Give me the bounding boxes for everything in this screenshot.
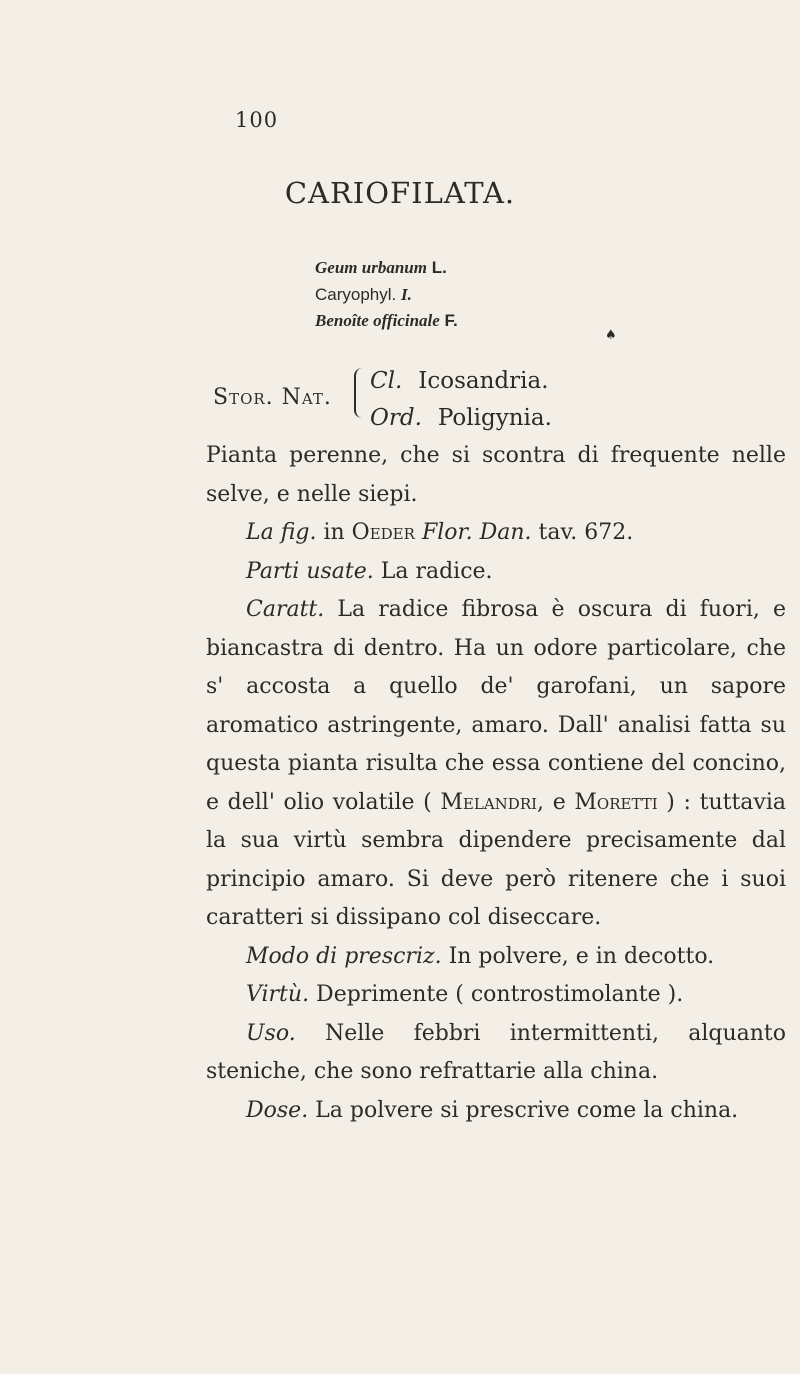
fig-work: Flor. Dan. <box>421 520 532 545</box>
parti-text: La radice. <box>373 558 493 584</box>
order-value: Poligynia. <box>437 405 552 431</box>
modo-text: In polvere, e in decotto. <box>441 943 715 969</box>
virtu-label: Virtù. <box>246 982 310 1007</box>
paragraph-dose <box>206 1092 786 1131</box>
paragraph-virtue <box>206 976 786 1015</box>
caratt-label: Caratt. <box>246 597 325 622</box>
uso-label: Uso. <box>246 1020 296 1046</box>
synonym-line <box>315 258 447 278</box>
order-row <box>370 405 552 431</box>
caratt-text-3: ) : tuttavia la sua virtù sembra dipendere precisamente dal principio amaro. Si deve però ritenere che i suoi caratteri si dissipano col diseccare. <box>206 789 786 930</box>
author-moretti: Moretti <box>574 789 658 815</box>
fig-tav: tav. 672. <box>531 520 634 545</box>
class-label: Cl. <box>370 368 403 394</box>
synonym-author: L. <box>431 258 447 277</box>
fig-author: Oeder <box>351 520 415 545</box>
uso-text: Nelle febbri intermittenti, alquanto steniche, che sono refrattarie alla china. <box>206 1020 786 1084</box>
stor-nat-label: Stor. Nat. <box>213 385 332 410</box>
paragraph-parts <box>206 553 786 592</box>
synonym-name: Benoîte officinale <box>315 311 440 330</box>
paragraph-prescription <box>206 938 786 977</box>
caratt-text-2: , e <box>537 789 575 815</box>
paragraph-figure <box>206 514 786 553</box>
fig-label: La fig. <box>246 520 317 545</box>
virtu-text: Deprimente ( controstimolante ). <box>309 982 684 1007</box>
brace-icon <box>354 368 364 418</box>
synonym-author: I. <box>401 285 412 304</box>
paragraph-description: Pianta perenne, che si scontra di frequente nelle selve, e nelle siepi. <box>206 443 786 507</box>
page-number: 100 <box>235 108 279 132</box>
dose-text: La polvere si prescrive come la china. <box>308 1097 739 1123</box>
synonym-line <box>315 311 458 331</box>
synonym-line <box>315 285 412 305</box>
order-label: Ord. <box>370 405 422 431</box>
caratt-text: La radice fibrosa è oscura di fuori, e biancastra di dentro. Ha un odore particolare, che s' accosta a quello de' garofani, un sapore aromatico astringente, amaro. Dall' analisi fatta su questa pianta risulta che essa contiene del concino, e dell' olio volatile ( <box>206 597 786 815</box>
synonym-name: Geum urbanum <box>315 258 427 277</box>
class-value: Icosandria. <box>418 368 549 394</box>
page-title: CARIOFILATA. <box>284 176 516 210</box>
paragraph-characters <box>206 591 786 938</box>
entry-body <box>206 437 786 1130</box>
dose-label: Dose. <box>246 1097 309 1123</box>
author-melandri: Melandri <box>440 789 538 815</box>
parti-label: Parti usate. <box>246 558 374 584</box>
fig-in: in <box>316 520 352 545</box>
class-row <box>370 368 549 394</box>
ornament-icon: ♠ <box>605 328 617 343</box>
synonym-name: Caryophyl. <box>315 285 397 304</box>
paragraph-use <box>206 1015 786 1092</box>
modo-label: Modo di prescriz. <box>246 943 442 969</box>
synonym-author: F. <box>444 311 458 330</box>
